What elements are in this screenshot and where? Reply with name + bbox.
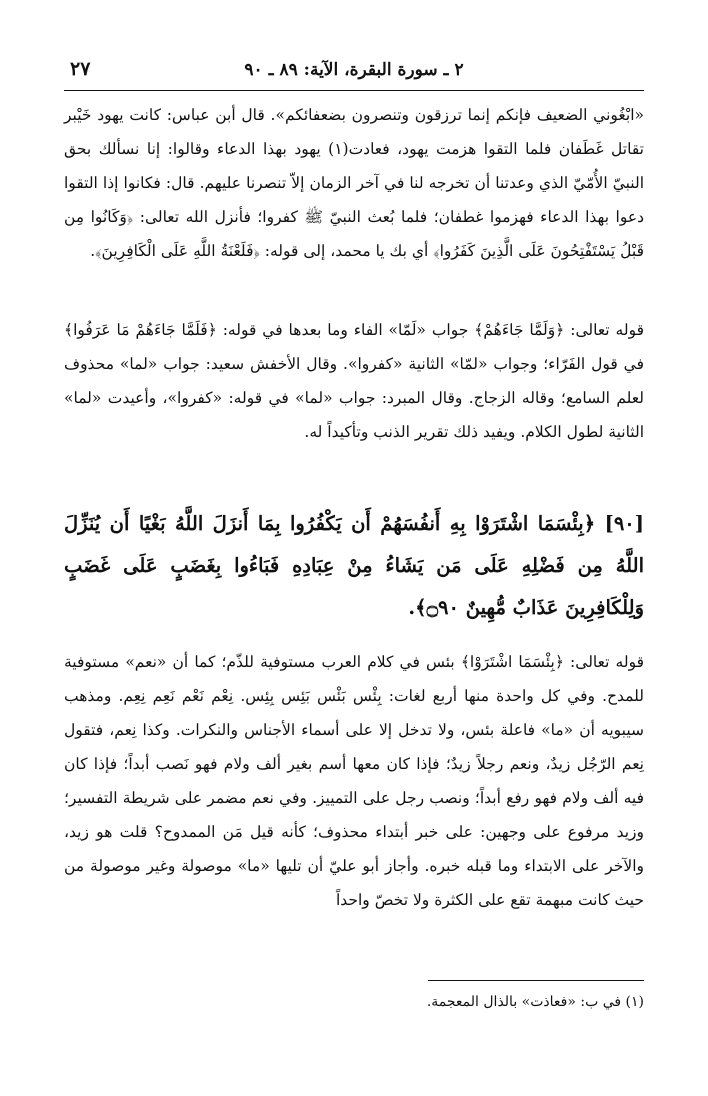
page-header [64, 56, 644, 88]
paragraph-tafsir-2: قوله تعالى: ﴿وَلَمَّا جَاءَهُمْ﴾ جواب «لَمّا» الفاء وما بعدها في قوله: ﴿فَلَمَّا جَاءَهُمْ مَا عَرَفُوا﴾ في قول الفَرّاء؛ وجواب «لمّا» الثانية «كفروا». وقال الأخفش سعيد: جواب «لما» محذوف لعلم السامع؛ وقاله الزجاج. وقال المبرد: جواب «لما» في قوله: «كفروا»، وأعيدت «لما» الثانية لطول الكلام. ويفيد ذلك تقرير الذنب وتأكيداً له. [64, 321, 644, 441]
footnote: (١) في ب: «فعاذت» بالذال المعجمة. [426, 994, 644, 1010]
running-title: ٢ ـ سورة البقرة، الآية: ٨٩ ـ ٩٠ [244, 60, 464, 80]
verse-text: ﴿بِئْسَمَا اشْتَرَوْا بِهِ أَنفُسَهُمْ أَن يَكْفُرُوا بِمَا أَنزَلَ اللَّهُ بَغْيًا أَن يُنَزِّلَ اللَّهُ مِن فَضْلِهِ عَلَى مَن يَشَاءُ مِنْ عِبَادِهِ فَبَاءُوا بِغَضَبٍ عَلَى غَضَبٍ وَلِلْكَافِرِينَ عَذَابٌ مُّهِينٌ ۝٩٠﴾. [64, 512, 644, 619]
header-divider [64, 90, 644, 91]
paragraph-tafsir-1: «ابْغُوني الضعيف فإنكم إنما ترزقون وتنصرون بضعفائكم». قال أبن عباس: كانت يهود خَيْبر تقاتل غَطَفان فلما التقوا هزمت يهود، فعادت(١) يهود بهذا الدعاء وقالوا: إنا نسألك بحق النبيّ الأُمّيّ الذي وعدتنا أن تخرجه لنا في آخر الزمان إلاّ تنصرنا عليهم. قال: فكانوا إذا التقوا دعوا بهذا الدعاء فهزموا غطفان؛ فلما بُعث النبيّ ﷺ كفروا؛ فأنزل الله تعالى: ﴿وَكَانُوا مِن قَبْلُ يَسْتَفْتِحُونَ عَلَى الَّذِينَ كَفَرُوا﴾ أي بك يا محمد، إلى قوله: ﴿فَلَعْنَةُ اللَّهِ عَلَى الْكَافِرِينَ﴾. [64, 106, 644, 260]
page-number: ٢٧ [70, 58, 91, 80]
verse-number: [٩٠] [604, 512, 644, 535]
paragraph-tafsir-3: قوله تعالى: ﴿بِئْسَمَا اشْتَرَوْا﴾ بئس في كلام العرب مستوفية للذّم؛ كما أن «نعم» مستوفية للمدح. وفي كل واحدة منها أربع لغات: بِئْس بَئْس بَئِس بِئِس. نِعْم نَعْم نَعِم نِعِم. ومذهب سيبويه أن «ما» فاعلة بئس، ولا تدخل إلا على أسماء الأجناس والنكرات. وكذا نِعم، فتقول نِعم الرّجُل زيدٌ، ونعم رجلاً زيدٌ؛ فإذا كان معها أسم بغير ألف ولام فهو نَصب أبداً؛ فإذا كان فيه ألف ولام فهو رفع أبداً؛ ونصب رجل على التمييز. وفي نعم مضمر على شريطة التفسير؛ وزيد مرفوع على وجهين: على خبر أبتداء محذوف؛ كأنه قيل مَن الممدوح؟ قلت هو زيد، والآخر على الابتداء وما قبله خبره. وأجاز أبو عليّ أن تليها «ما» موصولة وغير موصولة من حيث كانت مبهمة تقع على الكثرة ولا تخصّ واحداً [64, 653, 644, 909]
footnote-divider [428, 980, 644, 981]
quran-verse [64, 503, 644, 629]
